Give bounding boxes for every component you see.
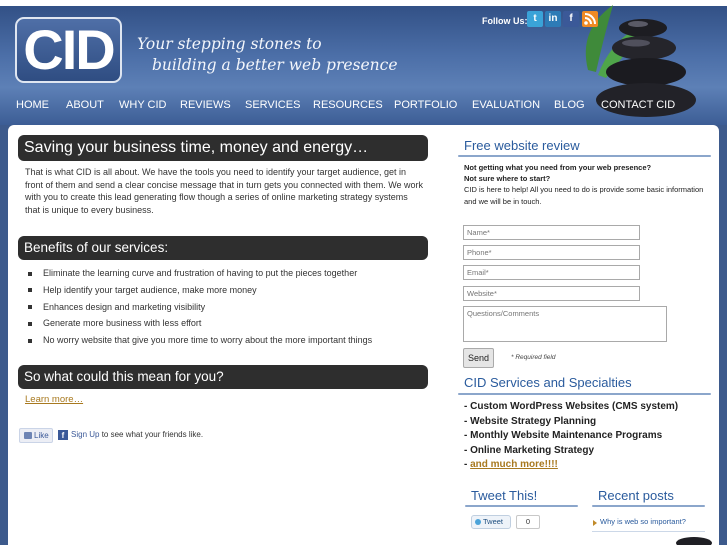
free-review-title: Free website review <box>464 138 580 153</box>
required-field-note: * Required field <box>511 354 556 361</box>
name-input[interactable] <box>463 225 640 240</box>
heading-benefits: Benefits of our services: <box>18 236 428 260</box>
cid-logo[interactable]: CID <box>15 17 122 83</box>
nav-services[interactable]: SERVICES <box>245 99 301 111</box>
linkedin-icon[interactable]: in <box>545 11 561 27</box>
nav-contact-cid[interactable]: CONTACT CID <box>601 99 676 111</box>
twitter-icon[interactable]: t <box>527 11 543 27</box>
tweet-this-title: Tweet This! <box>471 488 538 503</box>
follow-us-label: Follow Us: <box>482 16 528 26</box>
rss-icon[interactable] <box>582 11 598 27</box>
review-question-1: Not getting what you need from your web presence? <box>464 163 652 172</box>
list-item: No worry website that give you more time to worry about the more important things <box>28 334 372 351</box>
nav-about[interactable]: ABOUT <box>66 99 104 111</box>
main-nav <box>0 99 727 115</box>
benefits-list <box>28 267 372 351</box>
nav-evaluation[interactable]: EVALUATION <box>472 99 541 111</box>
stone-decoration <box>672 532 712 545</box>
tagline-line-1: Your stepping stones to <box>137 35 322 53</box>
nav-why-cid[interactable]: WHY CID <box>119 99 167 111</box>
twitter-bird-icon <box>475 519 481 525</box>
recent-posts-title: Recent posts <box>598 488 674 503</box>
facebook-icon[interactable]: f <box>563 11 579 27</box>
review-question-2: Not sure where to start? <box>464 174 551 183</box>
services-list <box>464 400 678 473</box>
nav-blog[interactable]: BLOG <box>554 99 585 111</box>
list-item: - Website Strategy Planning <box>464 415 597 427</box>
list-item: Generate more business with less effort <box>28 317 372 334</box>
list-item: - and much more!!!! <box>464 459 558 470</box>
intro-paragraph: That is what CID is all about. We have the tools you need to identify your target audience, get in front of them and send a clear concise message that in turn gets you connected with them. We work with you to create this lead generating flow though a series of online marketing strategy systems that is unique to every business. <box>25 167 424 215</box>
recent-post-link[interactable]: Why is web so important? <box>600 517 686 526</box>
email-input[interactable] <box>463 265 640 280</box>
comments-textarea[interactable] <box>463 306 667 342</box>
tweet-count: 0 <box>516 515 540 529</box>
list-item: - Monthly Website Maintenance Programs <box>464 430 663 441</box>
divider <box>458 393 711 395</box>
list-item: - Custom WordPress Websites (CMS system) <box>464 401 679 412</box>
phone-input[interactable] <box>463 245 640 260</box>
tweet-button[interactable]: Tweet <box>471 515 511 529</box>
services-title: CID Services and Specialties <box>464 375 632 390</box>
review-description: CID is here to help! All you need to do is provide some basic information and we will be in touch. <box>464 185 704 206</box>
facebook-like-button[interactable]: Like <box>19 428 53 443</box>
much-more-link[interactable]: and much more!!!! <box>470 459 558 470</box>
list-item: Enhances design and marketing visibility <box>28 301 372 318</box>
facebook-signup-link[interactable]: Sign Up <box>71 430 100 439</box>
divider <box>465 505 578 507</box>
heading-saving-business: Saving your business time, money and energy… <box>18 135 428 161</box>
send-button[interactable]: Send <box>463 348 494 368</box>
tagline-line-2: building a better web presence <box>152 56 398 74</box>
divider <box>458 155 711 157</box>
list-item: Help identify your target audience, make more money <box>28 284 372 301</box>
facebook-icon: f <box>58 430 68 440</box>
site-header <box>0 0 727 125</box>
thumbs-up-icon <box>24 432 32 439</box>
website-input[interactable] <box>463 286 640 301</box>
facebook-signup-text: Sign Up to see what your friends like. <box>71 430 204 439</box>
divider <box>592 505 705 507</box>
nav-resources[interactable]: RESOURCES <box>313 99 383 111</box>
learn-more-link[interactable]: Learn more… <box>25 394 84 405</box>
nav-home[interactable]: HOME <box>16 99 49 111</box>
tagline <box>137 34 398 76</box>
list-item: - Online Marketing Strategy <box>464 444 595 456</box>
bullet-arrow-icon <box>593 520 597 526</box>
heading-what-could-this-mean: So what could this mean for you? <box>18 365 428 389</box>
nav-reviews[interactable]: REVIEWS <box>180 99 231 111</box>
list-item: Eliminate the learning curve and frustration of having to put the pieces together <box>28 267 372 284</box>
nav-portfolio[interactable]: PORTFOLIO <box>394 99 458 111</box>
